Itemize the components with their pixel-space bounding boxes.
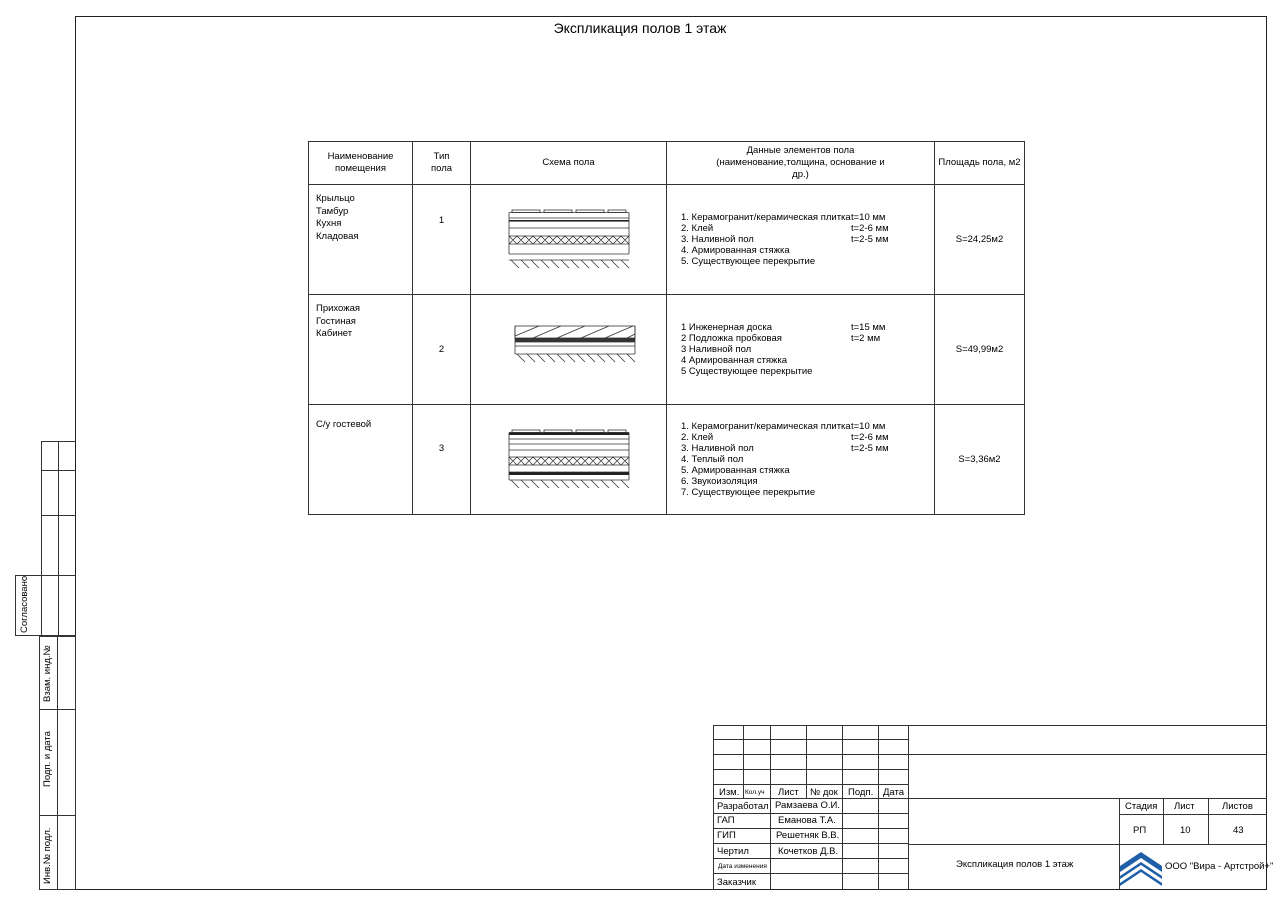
- name-gap: Еманова Т.А.: [778, 815, 836, 826]
- sign-date-label: Подп. и дата: [42, 731, 53, 787]
- room-name: Кладовая: [316, 230, 359, 242]
- floor-type: 3: [413, 405, 471, 515]
- room-name: Крыльцо: [316, 193, 355, 204]
- role-developer: Разработал: [717, 801, 769, 812]
- element-row: 5. Армированная стяжка: [681, 465, 790, 476]
- header-type: Тип пола: [413, 142, 471, 185]
- col-date: Дата: [883, 787, 905, 798]
- agreed-label: Согласовано: [19, 575, 30, 633]
- floor-area: S=49,99м2: [935, 295, 1025, 405]
- company-name: ООО "Вира - Артстрой+": [1165, 861, 1274, 872]
- inv-replace-label: Взам. инд.№: [42, 645, 53, 702]
- col-izm: Изм.: [719, 787, 740, 798]
- role-change-date: Дата изменения: [718, 863, 767, 870]
- sheet-label: Лист: [1174, 801, 1195, 812]
- element-row: 2. Клей t=2-6 мм: [681, 432, 889, 443]
- element-row: 3 Наливной пол: [681, 344, 752, 355]
- sheets-label: Листов: [1222, 801, 1253, 812]
- element-row: 2 Подложка пробковая t=2 мм: [681, 333, 881, 344]
- name-drafter: Кочетков Д.В.: [778, 846, 839, 857]
- header-area: Площадь пола, м2: [935, 142, 1025, 185]
- element-row: 3. Наливной пол t=2-5 мм: [681, 234, 889, 245]
- floor-type: 1: [413, 185, 471, 295]
- col-kol: Кол.уч: [745, 789, 765, 796]
- element-row: 4 Армированная стяжка: [681, 355, 787, 366]
- element-row: 5 Существующее перекрытие: [681, 366, 813, 377]
- role-gap: ГАП: [717, 815, 735, 826]
- room-name: Кабинет: [316, 328, 353, 339]
- element-row: 1. Керамогранит/керамическая плитка t=10 мм: [681, 212, 886, 223]
- floor-area: S=3,36м2: [935, 405, 1025, 515]
- col-doc: № док: [810, 787, 838, 798]
- element-row: 5. Существующее перекрытие: [681, 256, 816, 267]
- element-row: 1 Инженерная доска t=15 мм: [681, 322, 886, 333]
- role-gip: ГИП: [717, 830, 736, 841]
- name-gip: Решетняк В.В.: [776, 830, 840, 841]
- element-row: 4. Армированная стяжка: [681, 245, 790, 256]
- role-drafter: Чертил: [717, 846, 749, 857]
- sheets-value: 43: [1233, 825, 1244, 836]
- element-row: 7. Существующее перекрытие: [681, 487, 816, 498]
- element-row: 4. Теплый пол: [681, 454, 744, 465]
- element-row: 6. Звукоизоляция: [681, 476, 758, 487]
- header-scheme: Схема пола: [471, 142, 667, 185]
- room-name: Прихожая: [316, 303, 361, 314]
- drawing-name: Экспликация полов 1 этаж: [956, 859, 1074, 870]
- stage-label: Стадия: [1125, 801, 1158, 812]
- header-room: Наименование помещения: [309, 142, 413, 185]
- element-row: 3. Наливной пол t=2-5 мм: [681, 443, 889, 454]
- room-name: Тамбур: [316, 205, 349, 217]
- room-name: С/у гостевой: [316, 419, 372, 430]
- col-sign: Подп.: [848, 787, 874, 798]
- role-customer: Заказчик: [717, 877, 757, 888]
- floor-type: 2: [413, 295, 471, 405]
- header-data: Данные элементов пола (наименование,толщина, основание и др.): [667, 142, 935, 185]
- stage-value: РП: [1133, 825, 1147, 836]
- room-name: Гостиная: [316, 315, 356, 327]
- col-list: Лист: [778, 787, 799, 798]
- inv-orig-label: Инв.№ подл.: [42, 827, 53, 884]
- sheet-value: 10: [1180, 825, 1191, 836]
- company-logo-icon: [1120, 846, 1162, 888]
- element-row: 2. Клей t=2-6 мм: [681, 223, 889, 234]
- room-name: Кухня: [316, 218, 342, 229]
- floor-area: S=24,25м2: [935, 185, 1025, 295]
- element-row: 1. Керамогранит/керамическая плитка t=10 мм: [681, 421, 886, 432]
- sheet-title: Экспликация полов 1 этаж: [553, 20, 727, 36]
- name-developer: Рамзаева О.И.: [775, 800, 841, 811]
